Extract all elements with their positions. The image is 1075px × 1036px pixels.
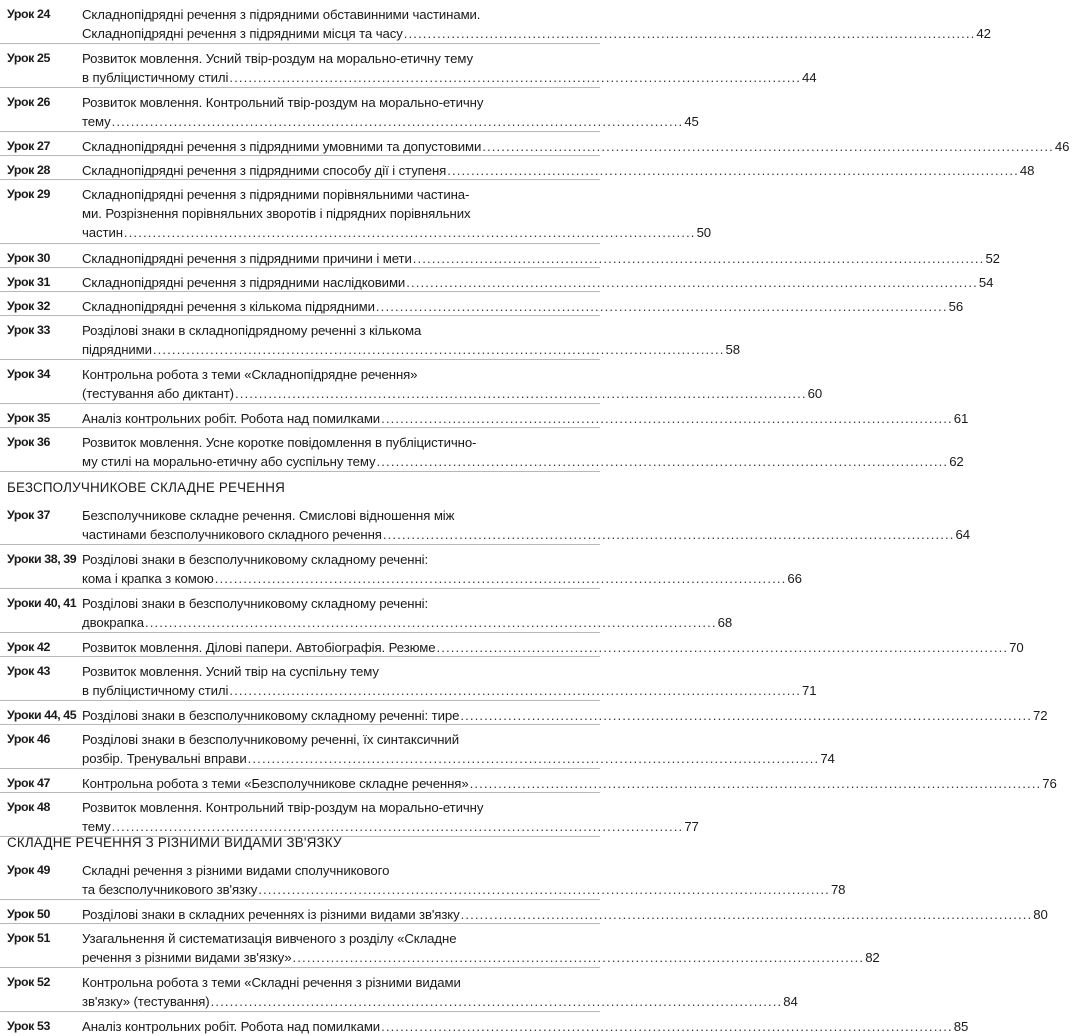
- lesson-number: Уроки 38, 39: [7, 552, 77, 566]
- dot-leader: ........................................................................................................................: [403, 26, 976, 41]
- toc-entry: [0, 180, 712, 244]
- dot-leader: ........................................................................................................................: [152, 342, 725, 357]
- title-line: Розділові знаки в складних реченнях із різними видами зв'язку: [82, 907, 460, 922]
- toc-entry: [0, 360, 823, 404]
- title-last-line: [82, 452, 964, 471]
- toc-entry: [0, 657, 817, 701]
- title-last-line: [82, 68, 816, 87]
- title-line: Розділові знаки в безсполучниковому складному реченні:: [82, 552, 429, 567]
- page-number: 72: [1032, 708, 1048, 723]
- toc-entry: [0, 701, 1048, 725]
- title-line: в публіцистичному стилі: [82, 683, 229, 698]
- title-line: розбір. Тренувальні вправи: [82, 751, 247, 766]
- title-line: речення з різними видами зв'язку»: [82, 950, 292, 965]
- page-number: 60: [807, 386, 823, 401]
- title-last-line: [82, 273, 993, 292]
- title-line: Розділові знаки в безсполучниковому складному реченні: тире: [82, 708, 460, 723]
- title-last-line: [82, 24, 991, 43]
- title-last-line: [82, 948, 880, 967]
- toc-entry: [0, 769, 1057, 793]
- title-line: ми. Розрізнення порівняльних зворотів і підрядних порівняльних: [82, 206, 471, 221]
- dot-leader: ........................................................................................................................: [234, 386, 807, 401]
- page-number: 56: [948, 299, 964, 314]
- page-number: 68: [717, 615, 733, 630]
- toc-entry: [0, 404, 969, 428]
- lesson-title: [82, 273, 999, 291]
- title-line: в публіцистичному стилі: [82, 70, 229, 85]
- dot-leader: ........................................................................................................................: [482, 139, 1054, 154]
- title-last-line: [82, 569, 802, 588]
- dot-leader: ........................................................................................................................: [382, 527, 955, 542]
- lesson-title: [82, 730, 841, 768]
- page-number: 62: [949, 454, 964, 469]
- dot-leader: ........................................................................................................................: [447, 163, 1019, 178]
- lesson-number: Урок 47: [7, 776, 50, 790]
- title-last-line: [82, 223, 711, 242]
- page-number: 54: [978, 275, 994, 290]
- title-last-line: [82, 774, 1057, 793]
- lesson-number: Урок 35: [7, 411, 50, 425]
- toc-entry: [0, 132, 1070, 156]
- page-number: 42: [976, 26, 991, 41]
- lesson-number: Урок 32: [7, 299, 50, 313]
- title-line: Складнопідрядні речення з підрядними умовними та допустовими: [82, 139, 482, 154]
- toc-entry: [0, 44, 817, 88]
- toc-entry: [0, 156, 1035, 180]
- dot-leader: ........................................................................................................................: [406, 275, 978, 290]
- title-line: Складнопідрядні речення з підрядними обставинними частинами.: [82, 7, 481, 22]
- section-heading-mixed-connection: СКЛАДНЕ РЕЧЕННЯ З РІЗНИМИ ВИДАМИ ЗВ'ЯЗКУ: [7, 835, 342, 850]
- title-line: Складнопідрядні речення з підрядними порівняльними частина-: [82, 187, 470, 202]
- title-line: Розвиток мовлення. Усний твір на суспільну тему: [82, 664, 379, 679]
- lesson-title: [82, 5, 997, 43]
- toc-entry: [0, 292, 964, 316]
- title-last-line: [82, 384, 822, 403]
- page-number: 44: [802, 70, 817, 85]
- toc-entry: [0, 316, 741, 360]
- lesson-number: Урок 26: [7, 95, 50, 109]
- lesson-number: Урок 43: [7, 664, 50, 678]
- toc-entry: [0, 545, 802, 589]
- toc-entry: [0, 244, 1000, 268]
- lesson-title: [82, 506, 976, 544]
- lesson-number: Урок 25: [7, 51, 50, 65]
- page-number: 77: [684, 819, 699, 834]
- page-number: 78: [830, 882, 846, 897]
- dot-leader: ........................................................................................................................: [436, 640, 1009, 655]
- title-line: Розвиток мовлення. Ділові папери. Автобіографія. Резюме: [82, 640, 436, 655]
- dot-leader: ........................................................................................................................: [214, 571, 787, 586]
- toc-entry: [0, 725, 835, 769]
- lesson-title: [82, 365, 828, 403]
- lesson-title: [82, 973, 804, 1011]
- lesson-number: Урок 28: [7, 163, 50, 177]
- title-line: Розвиток мовлення. Усний твір-роздум на морально-етичну тему: [82, 51, 473, 66]
- title-line: Аналіз контрольних робіт. Робота над помилками: [82, 1019, 381, 1034]
- dot-leader: ........................................................................................................................: [412, 251, 985, 266]
- title-last-line: [82, 992, 798, 1011]
- title-line: Складнопідрядні речення з підрядними причини і мети: [82, 251, 412, 266]
- lesson-title: [82, 409, 974, 427]
- lesson-number: Урок 37: [7, 508, 50, 522]
- title-line: Розвиток мовлення. Контрольний твір-роздум на морально-етичну: [82, 800, 484, 815]
- page-number: 71: [802, 683, 817, 698]
- lesson-title: [82, 638, 1030, 656]
- lesson-number: Урок 51: [7, 931, 50, 945]
- title-line: Розвиток мовлення. Усне коротке повідомлення в публіцистично-: [82, 435, 477, 450]
- lesson-title: [82, 1017, 974, 1036]
- title-last-line: [82, 613, 732, 632]
- title-last-line: [82, 409, 968, 428]
- lesson-number: Урок 49: [7, 863, 50, 877]
- toc-entry: [0, 589, 733, 633]
- lesson-number: Урок 50: [7, 907, 50, 921]
- title-line: підрядними: [82, 342, 152, 357]
- toc-entry: [0, 88, 699, 132]
- title-line: тему: [82, 114, 111, 129]
- toc-entry: [0, 0, 991, 44]
- page-number: 85: [953, 1019, 969, 1034]
- toc-entry: [0, 633, 1024, 657]
- title-line: частинами безсполучникового складного речення: [82, 527, 382, 542]
- title-last-line: [82, 905, 1048, 924]
- lesson-number: Урок 36: [7, 435, 50, 449]
- title-line: Безсполучникове складне речення. Смислові відношення між: [82, 508, 455, 523]
- title-last-line: [82, 161, 1034, 180]
- title-line: Складнопідрядні речення з кількома підрядними: [82, 299, 375, 314]
- lesson-title: [82, 861, 851, 899]
- dot-leader: ........................................................................................................................: [381, 1019, 953, 1034]
- title-line: двокрапка: [82, 615, 144, 630]
- title-line: Розділові знаки в безсполучниковому реченні, їх синтаксичний: [82, 732, 459, 747]
- lesson-number: Урок 30: [7, 251, 50, 265]
- dot-leader: ........................................................................................................................: [292, 950, 865, 965]
- title-line: Контрольна робота з теми «Безсполучникове складне речення»: [82, 776, 469, 791]
- page-number: 64: [955, 527, 970, 542]
- lesson-title: [82, 161, 1040, 179]
- lesson-title: [82, 594, 738, 632]
- title-line: кома і крапка з комою: [82, 571, 214, 586]
- dot-leader: ........................................................................................................................: [460, 708, 1032, 723]
- dot-leader: ........................................................................................................................: [375, 299, 948, 314]
- title-last-line: [82, 297, 963, 316]
- lesson-title: [82, 137, 1075, 155]
- lesson-title: [82, 49, 822, 87]
- title-last-line: [82, 249, 1000, 268]
- lesson-title: [82, 93, 705, 131]
- title-line: Контрольна робота з теми «Складнопідрядне речення»: [82, 367, 418, 382]
- page-number: 70: [1009, 640, 1024, 655]
- title-last-line: [82, 525, 970, 544]
- dot-leader: ........................................................................................................................: [460, 907, 1033, 922]
- toc-entry: [0, 501, 970, 545]
- title-line: Складнопідрядні речення з підрядними місця та часу: [82, 26, 403, 41]
- lesson-title: [82, 662, 822, 700]
- lesson-title: [82, 550, 808, 588]
- dot-leader: ........................................................................................................................: [258, 882, 830, 897]
- dot-leader: ........................................................................................................................: [210, 994, 783, 1009]
- lesson-title: [82, 249, 1006, 267]
- page-number: 45: [684, 114, 699, 129]
- page-number: 48: [1019, 163, 1035, 178]
- page-number: 80: [1033, 907, 1048, 922]
- toc-entry: [0, 268, 994, 292]
- title-line: Розділові знаки в безсполучниковому складному реченні:: [82, 596, 429, 611]
- dot-leader: ........................................................................................................................: [381, 411, 953, 426]
- lesson-number: Урок 53: [7, 1019, 50, 1033]
- page-number: 84: [783, 994, 798, 1009]
- title-last-line: [82, 1017, 968, 1036]
- dot-leader: ........................................................................................................................: [376, 454, 949, 469]
- dot-leader: ........................................................................................................................: [469, 776, 1042, 791]
- lesson-number: Урок 42: [7, 640, 50, 654]
- title-last-line: [82, 340, 740, 359]
- title-last-line: [82, 112, 699, 131]
- lesson-number: Урок 27: [7, 139, 50, 153]
- page-number: 66: [787, 571, 802, 586]
- dot-leader: ........................................................................................................................: [229, 70, 802, 85]
- lesson-number: Уроки 40, 41: [7, 596, 77, 610]
- lesson-title: [82, 929, 886, 967]
- lesson-number: Уроки 44, 45: [7, 708, 77, 722]
- page-number: 52: [985, 251, 1000, 266]
- title-line: частин: [82, 225, 123, 240]
- toc-entry: [0, 1012, 969, 1036]
- title-line: му стилі на морально-етичну або суспільну тему: [82, 454, 376, 469]
- title-line: Розвиток мовлення. Контрольний твір-роздум на морально-етичну: [82, 95, 484, 110]
- lesson-title: [82, 321, 746, 359]
- title-last-line: [82, 137, 1069, 156]
- title-line: зв'язку» (тестування): [82, 994, 210, 1009]
- page-number: 74: [820, 751, 835, 766]
- page-number: 61: [953, 411, 969, 426]
- title-line: Складнопідрядні речення з підрядними способу дії і ступеня: [82, 163, 447, 178]
- toc-entry: [0, 793, 699, 837]
- dot-leader: ........................................................................................................................: [123, 225, 696, 240]
- lesson-title: [82, 185, 717, 243]
- page-number: 58: [725, 342, 741, 357]
- toc-entry: [0, 924, 880, 968]
- dot-leader: ........................................................................................................................: [111, 819, 684, 834]
- title-line: Складні речення з різними видами сполучникового: [82, 863, 390, 878]
- lesson-number: Урок 31: [7, 275, 50, 289]
- title-line: та безсполучникового зв'язку: [82, 882, 258, 897]
- lesson-number: Урок 48: [7, 800, 50, 814]
- title-line: тему: [82, 819, 111, 834]
- lesson-title: [82, 433, 970, 471]
- title-line: (тестування або диктант): [82, 386, 234, 401]
- lesson-title: [82, 774, 1063, 792]
- dot-leader: ........................................................................................................................: [111, 114, 684, 129]
- dot-leader: ........................................................................................................................: [229, 683, 802, 698]
- page-number: 82: [865, 950, 880, 965]
- title-last-line: [82, 706, 1047, 725]
- dot-leader: ........................................................................................................................: [247, 751, 820, 766]
- lesson-number: Урок 52: [7, 975, 50, 989]
- dot-leader: ........................................................................................................................: [144, 615, 717, 630]
- lesson-number: Урок 33: [7, 323, 50, 337]
- lesson-number: Урок 46: [7, 732, 50, 746]
- toc-entry: [0, 968, 798, 1012]
- toc-entry: [0, 428, 964, 472]
- title-last-line: [82, 749, 835, 768]
- title-line: Аналіз контрольних робіт. Робота над помилками: [82, 411, 381, 426]
- lesson-number: Урок 24: [7, 7, 50, 21]
- toc-entry: [0, 856, 846, 900]
- section-heading-asyndetic: БЕЗСПОЛУЧНИКОВЕ СКЛАДНЕ РЕЧЕННЯ: [7, 480, 286, 495]
- title-line: Контрольна робота з теми «Складні речення з різними видами: [82, 975, 461, 990]
- page-number: 76: [1042, 776, 1057, 791]
- toc-entry: [0, 900, 1048, 924]
- title-line: Складнопідрядні речення з підрядними наслідковими: [82, 275, 406, 290]
- lesson-title: [82, 905, 1054, 923]
- lesson-title: [82, 297, 969, 315]
- title-last-line: [82, 681, 816, 700]
- lesson-number: Урок 34: [7, 367, 50, 381]
- lesson-title: [82, 798, 705, 836]
- title-last-line: [82, 638, 1024, 657]
- page-number: 46: [1054, 139, 1070, 154]
- title-line: Узагальнення й систематизація вивченого з розділу «Складне: [82, 931, 457, 946]
- title-line: Розділові знаки в складнопідрядному реченні з кількома: [82, 323, 422, 338]
- page-number: 50: [696, 225, 712, 240]
- title-last-line: [82, 880, 845, 899]
- lesson-title: [82, 706, 1053, 724]
- lesson-number: Урок 29: [7, 187, 50, 201]
